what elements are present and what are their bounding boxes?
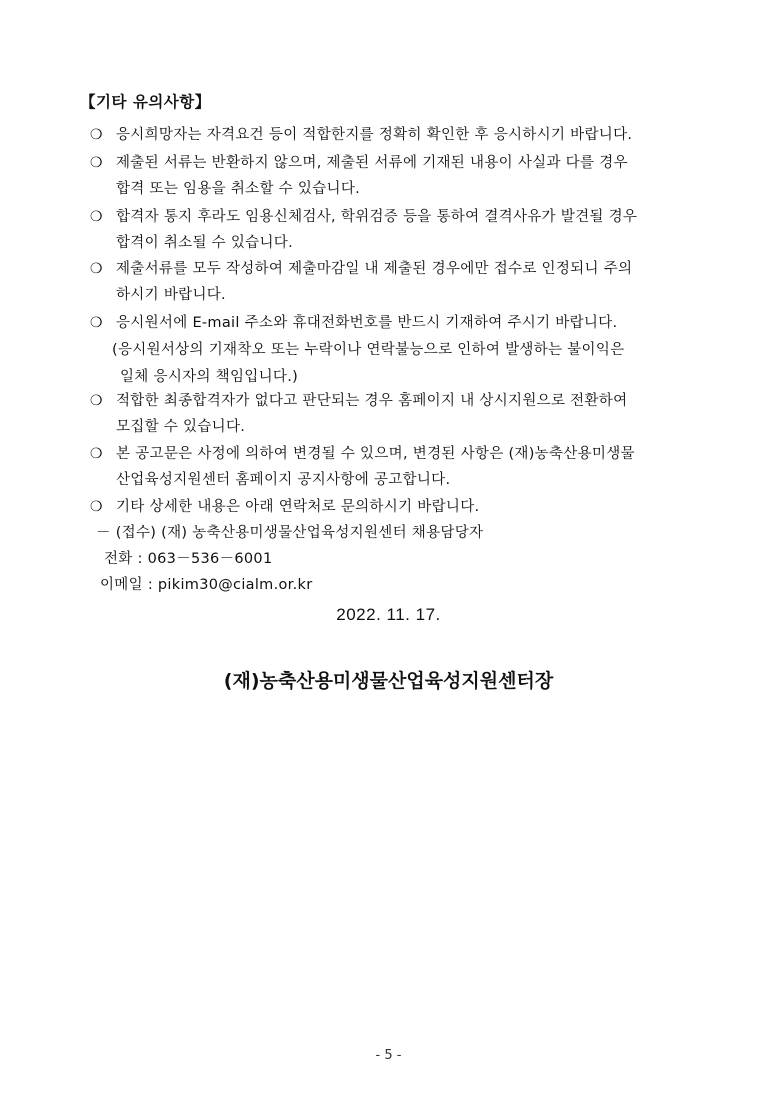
bullet-circle-icon: ❍ [90, 499, 103, 515]
notice-text: 응시희망자는 자격요건 등이 적합한지를 정확히 확인한 후 응시하시기 바랍니다. [116, 127, 633, 143]
notice-text: 하시기 바랍니다. [116, 287, 226, 303]
notice-text: 적합한 최종합격자가 없다고 판단되는 경우 홈페이지 내 상시지원으로 전환하여 [116, 393, 628, 409]
notice-text: 응시원서에 E-mail 주소와 휴대전화번호를 반드시 기재하여 주시기 바랍니다. [116, 315, 618, 331]
notice-text: 기타 상세한 내용은 아래 연락처로 문의하시기 바랍니다. [116, 499, 480, 515]
notice-note: 일체 응시자의 책임입니다.) [120, 369, 299, 385]
contact-phone: 전화 : 063－536－6001 [104, 551, 273, 567]
page-number: - 5 - [375, 1048, 402, 1063]
contact-header: － (접수) (재) 농축산용미생물산업육성지원센터 채용담당자 [96, 525, 484, 541]
section-title: 【기타 유의사항】 [80, 93, 211, 111]
bullet-circle-icon: ❍ [90, 315, 103, 331]
bullet-circle-icon: ❍ [90, 209, 103, 225]
notice-text: 산업육성지원센터 홈페이지 공지사항에 공고합니다. [116, 472, 451, 488]
notice-text: 합격이 취소될 수 있습니다. [116, 235, 294, 251]
contact-email: 이메일 : pikim30@cialm.or.kr [100, 577, 313, 593]
bullet-circle-icon: ❍ [90, 155, 103, 171]
bullet-circle-icon: ❍ [90, 446, 103, 462]
organization-signature: (재)농축산용미생물산업육성지원센터장 [223, 670, 554, 692]
notice-text: 본 공고문은 사정에 의하여 변경될 수 있으며, 변경된 사항은 (재)농축산용미생물 [116, 446, 635, 462]
bullet-circle-icon: ❍ [90, 127, 103, 143]
bullet-circle-icon: ❍ [90, 393, 103, 409]
notice-text: 합격자 통지 후라도 임용신체검사, 학위검증 등을 통하여 결격사유가 발견될 경우 [116, 209, 638, 225]
notice-text: 합격 또는 임용을 취소할 수 있습니다. [116, 181, 361, 197]
notice-date: 2022. 11. 17. [336, 605, 441, 624]
notice-text: 제출서류를 모두 작성하여 제출마감일 내 제출된 경우에만 접수로 인정되니 주의 [116, 261, 633, 277]
notice-text: 모집할 수 있습니다. [116, 419, 246, 435]
notice-note: (응시원서상의 기재착오 또는 누락이나 연락불능으로 인하여 발생하는 불이익은 [112, 342, 625, 358]
bullet-circle-icon: ❍ [90, 261, 103, 277]
notice-text: 제출된 서류는 반환하지 않으며, 제출된 서류에 기재된 내용이 사실과 다를 경우 [116, 155, 628, 171]
